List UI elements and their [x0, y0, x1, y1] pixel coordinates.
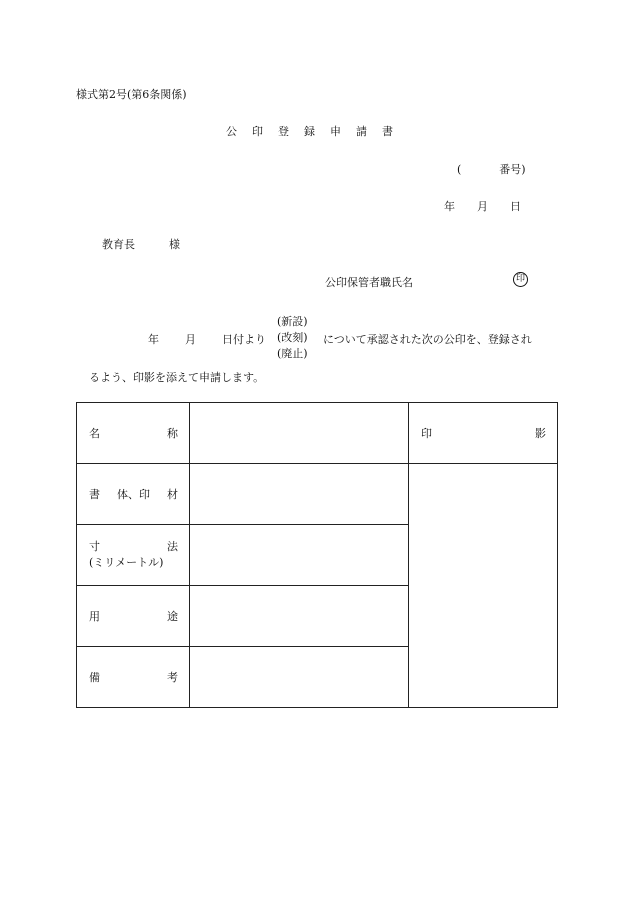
date-year: 年	[444, 200, 455, 213]
number-line	[457, 161, 526, 177]
document-title	[226, 123, 408, 139]
size-unit-label: (ミリメートル)	[89, 556, 164, 569]
size-field[interactable]	[190, 525, 409, 586]
body-text-continuation: るよう、印影を添えて申請します。	[89, 371, 265, 384]
option-abolish: (廃止)	[277, 347, 308, 360]
size-label: 法	[167, 540, 178, 553]
typeface-label-cell	[77, 464, 190, 525]
title-char: 申	[330, 125, 341, 138]
remarks-label: 備	[89, 671, 100, 684]
purpose-label-cell	[77, 586, 190, 647]
title-char: 録	[304, 125, 315, 138]
body-date-line	[148, 331, 266, 347]
name-field[interactable]	[190, 403, 409, 464]
table-row	[77, 403, 558, 464]
size-label-cell	[77, 525, 190, 586]
number-open-paren: (	[457, 163, 462, 176]
title-char: 書	[382, 125, 393, 138]
registration-table	[76, 402, 558, 708]
name-label: 名	[89, 427, 100, 440]
body-month: 月	[185, 333, 196, 346]
date-line	[444, 198, 521, 214]
number-label: 番号)	[499, 163, 526, 176]
seal-impression-header	[409, 403, 558, 464]
option-recarve: (改刻)	[277, 331, 308, 344]
title-char: 公	[226, 125, 237, 138]
date-month: 月	[477, 200, 488, 213]
typeface-label: 材	[167, 488, 178, 501]
purpose-label: 用	[89, 610, 100, 623]
seal-impression-label: 影	[535, 427, 546, 440]
body-text: について承認された次の公印を、登録され	[323, 333, 532, 346]
name-label-cell	[77, 403, 190, 464]
addressee-title: 教育長	[102, 238, 135, 251]
action-options	[277, 314, 308, 362]
seal-impression-area[interactable]	[409, 464, 558, 708]
date-day: 日	[510, 200, 521, 213]
size-label: 寸	[89, 540, 100, 553]
remarks-label: 考	[167, 671, 178, 684]
title-char: 請	[356, 125, 367, 138]
remarks-label-cell	[77, 647, 190, 708]
addressee	[102, 236, 180, 252]
name-label: 称	[167, 427, 178, 440]
body-from-date: 日付より	[222, 333, 266, 346]
title-char: 印	[252, 125, 263, 138]
body-year: 年	[148, 333, 159, 346]
table-row	[77, 464, 558, 525]
seal-mark-icon: 印	[513, 272, 528, 287]
seal-impression-label: 印	[421, 427, 432, 440]
remarks-field[interactable]	[190, 647, 409, 708]
title-char: 登	[278, 125, 289, 138]
seal-holder-label: 公印保管者職氏名	[325, 276, 413, 289]
addressee-honorific: 様	[169, 238, 180, 251]
purpose-field[interactable]	[190, 586, 409, 647]
option-new: (新設)	[277, 315, 308, 328]
typeface-label: 書	[89, 488, 100, 501]
purpose-label: 途	[167, 610, 178, 623]
form-number: 様式第2号(第6条関係)	[76, 88, 187, 101]
typeface-field[interactable]	[190, 464, 409, 525]
typeface-label: 体、印	[117, 488, 150, 501]
